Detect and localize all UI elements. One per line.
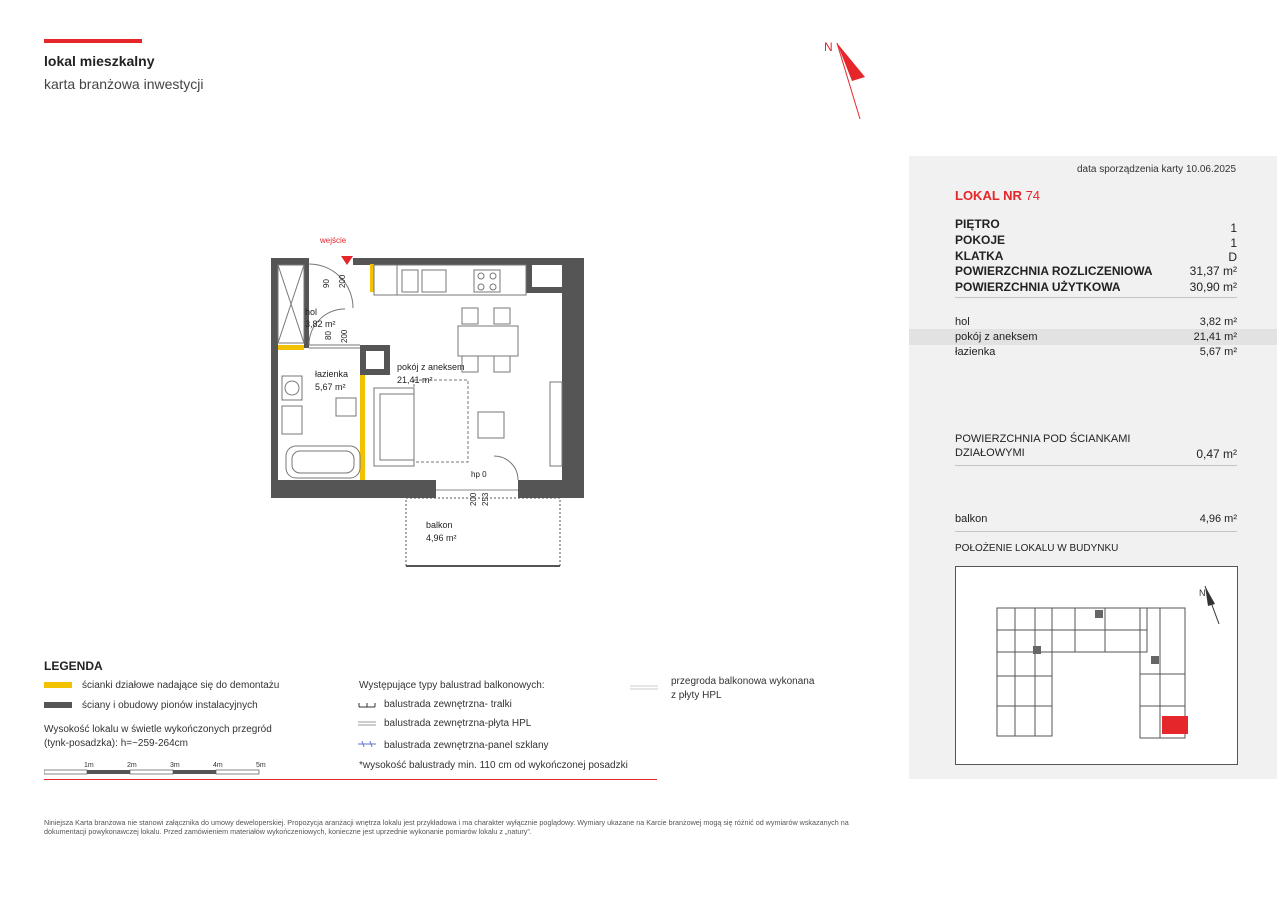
bath-label: łazienka xyxy=(315,369,349,379)
wall-south xyxy=(271,480,584,498)
partition-label-2: z płyty HPL xyxy=(671,690,722,701)
room-area: 21,41 m² xyxy=(397,375,433,385)
floor-plan xyxy=(262,228,592,573)
balustrade-3: balustrada zewnętrzna-panel szklany xyxy=(384,740,549,751)
bath-area: 5,67 m² xyxy=(315,382,346,392)
separator xyxy=(955,465,1237,466)
room-label: pokój z aneksem xyxy=(397,362,465,372)
building-location-map xyxy=(955,566,1238,766)
height-line-2: (tynk-posadzka): h=~259-264cm xyxy=(44,738,188,749)
north-compass-icon xyxy=(815,35,875,125)
scale-1m: 1m xyxy=(84,762,94,769)
legend-title: LEGENDA xyxy=(44,659,103,673)
lokal-number-heading: LOKAL NR 74 xyxy=(955,188,1041,203)
legend-grey-label: ściany i obudowy pionów instalacyjnych xyxy=(82,700,258,711)
card-date: data sporządzenia karty 10.06.2025 xyxy=(1077,164,1236,175)
page-subtitle: karta branżowa inwestycji xyxy=(44,76,204,92)
scale-2m: 2m xyxy=(127,762,137,769)
partition-label-1: przegroda balkonowa wykonana xyxy=(671,676,815,687)
scale-4m: 4m xyxy=(213,762,223,769)
wall-hol-shaft xyxy=(304,258,309,348)
legend-yellow-swatch xyxy=(44,682,72,688)
balustrade-note: *wysokość balustrady min. 110 cm od wykończonej posadzki xyxy=(359,760,628,771)
dim-253: 253 xyxy=(481,492,490,506)
partition-bath-room xyxy=(360,375,365,480)
header-accent-bar xyxy=(44,39,142,43)
dim-200-bath: 200 xyxy=(340,329,349,343)
balustrade-title: Występujące typy balustrad balkonowych: xyxy=(359,680,545,691)
separator xyxy=(955,531,1237,532)
scale-bar xyxy=(44,760,274,776)
balustrade-glass-icon xyxy=(358,740,378,748)
partition-hpl-icon xyxy=(630,684,660,692)
dim-90: 90 xyxy=(322,279,331,288)
partition-kitchen xyxy=(370,264,374,292)
compass-label: N xyxy=(824,40,833,54)
legend-grey-swatch xyxy=(44,702,72,708)
threshold-height: hp 0 xyxy=(471,470,487,479)
balustrade-rail-icon xyxy=(358,701,378,709)
disclaimer: Niniejsza Karta branżowa nie stanowi załącznika do umowy deweloperskiej. Propozycja aranżacji wnętrza lokalu jest przykładowa i ma charakter wyłącznie poglądowy. Wymiary ukazane na Karcie branżowej mogą się różnić od wymiarów wskazanych na dokumentacji powykonawczej lokalu. Przed zamówieniem materiałów wykończeniowych, konieczne jest uprzednie wykonanie pomiarów lokalu z „natury”. xyxy=(44,818,849,836)
balustrade-1: balustrada zewnętrzna- tralki xyxy=(384,699,512,710)
svg-text:N: N xyxy=(1199,588,1206,598)
balcony-label: balkon xyxy=(426,520,453,530)
dim-200-entry: 200 xyxy=(338,274,347,288)
wall-west xyxy=(271,258,278,498)
legend-yellow-label: ścianki działowe nadające się do demontażu xyxy=(82,680,280,691)
entrance-label: wejście xyxy=(320,236,347,245)
dim-200-balcony: 200 xyxy=(469,492,478,506)
scale-3m: 3m xyxy=(170,762,180,769)
dim-80: 80 xyxy=(324,331,333,340)
balustrade-hpl-icon xyxy=(358,720,378,728)
hol-label: hol xyxy=(305,307,318,317)
hol-area: 3,82 m² xyxy=(305,319,336,329)
legend-divider xyxy=(44,779,657,780)
unit-location-marker xyxy=(1162,716,1188,734)
height-line-1: Wysokość lokalu w świetle wykończonych przegród xyxy=(44,724,272,735)
balustrade-2: balustrada zewnętrzna-płyta HPL xyxy=(384,718,532,729)
wall-east-thick xyxy=(562,258,584,498)
scale-5m: 5m xyxy=(256,762,266,769)
separator xyxy=(955,297,1237,298)
entrance-arrow-icon xyxy=(341,256,353,265)
page-title: lokal mieszkalny xyxy=(44,53,155,69)
balcony-area: 4,96 m² xyxy=(426,533,457,543)
wall-north-left xyxy=(271,258,309,265)
partition-bath-hol xyxy=(278,345,304,350)
wall-north-right xyxy=(353,258,584,265)
